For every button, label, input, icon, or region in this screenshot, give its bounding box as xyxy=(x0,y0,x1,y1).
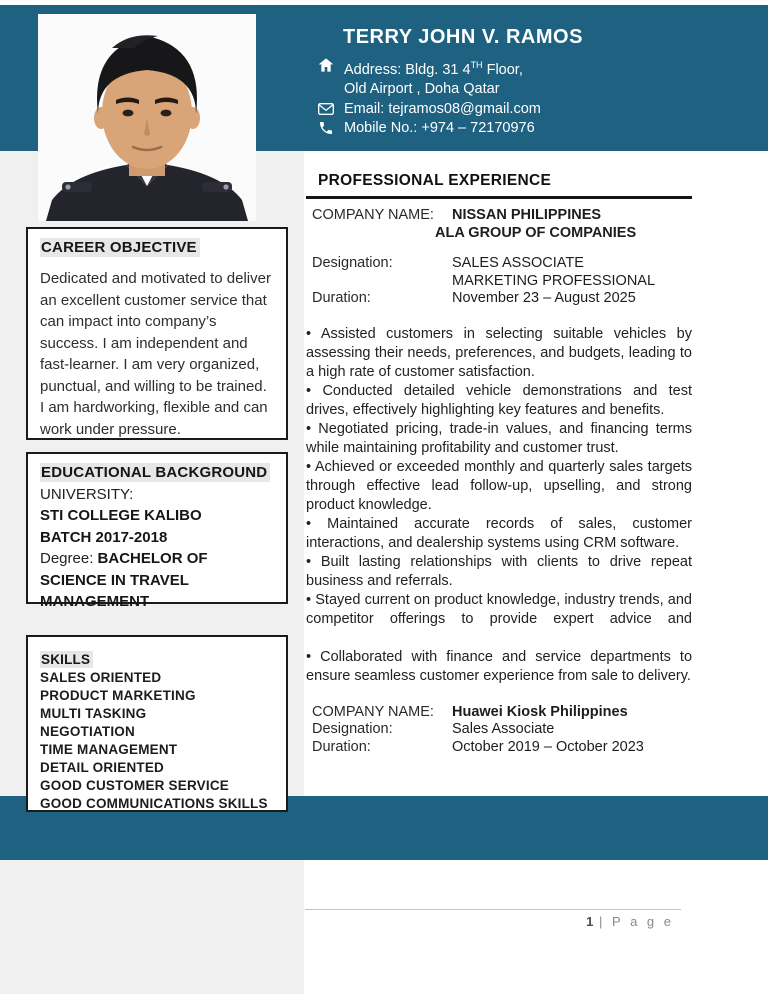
skill-item: TIME MANAGEMENT xyxy=(40,742,178,757)
page-number: 1 | P a g e xyxy=(586,914,674,929)
address-row xyxy=(316,56,541,80)
skill-item: PRODUCT MARKETING xyxy=(40,688,196,703)
footer-divider xyxy=(305,909,681,910)
experience-bullet: • Conducted detailed vehicle demonstrations and test drives, effectively highlighting key features and benefits. xyxy=(306,382,692,420)
address-row-2 xyxy=(316,80,541,100)
university-name: STI COLLEGE KALIBO xyxy=(40,507,202,524)
education-heading: EDUCATIONAL BACKGROUND xyxy=(40,463,270,482)
address-line1: Address: Bldg. 31 4TH Floor, xyxy=(344,60,523,78)
skill-item: MULTI TASKING xyxy=(40,706,147,721)
job1-bullet-list xyxy=(306,325,692,686)
experience-bullet: • Negotiated pricing, trade-in values, and financing terms while maintaining profitability and customer trust. xyxy=(306,420,692,458)
bottom-left-gray-area xyxy=(0,860,304,994)
person-name: TERRY JOHN V. RAMOS xyxy=(343,26,583,48)
company-label: COMPANY NAME: xyxy=(312,207,434,223)
portrait-photo-illustration xyxy=(38,14,256,221)
degree-line: Degree: BACHELOR OF SCIENCE IN TRAVEL MANAGEMENT xyxy=(40,550,208,610)
home-icon xyxy=(316,57,336,73)
experience-bullet: • Maintained accurate records of sales, customer interactions, and dealership systems using CRM software. xyxy=(306,515,692,553)
skill-item: SALES ORIENTED xyxy=(40,670,162,685)
designation-label: Designation: xyxy=(312,721,393,737)
experience-bullet: • Stayed current on product knowledge, industry trends, and competitor offerings to provide expert advice and xyxy=(306,591,692,629)
skill-item: NEGOTIATION xyxy=(40,724,135,739)
career-objective-section xyxy=(26,227,288,440)
experience-bullet: • Assisted customers in selecting suitable vehicles by assessing their needs, preferences, and budgets, leading to a high rate of customer satisfaction. xyxy=(306,325,692,382)
education-section xyxy=(26,452,288,610)
email-text: Email: tejramos08@gmail.com xyxy=(344,100,541,117)
email-row xyxy=(316,100,541,120)
job2-designation-row xyxy=(306,721,692,739)
batch-years: BATCH 2017-2018 xyxy=(40,528,168,546)
portrait-photo xyxy=(38,14,256,221)
job1-designation: SALES ASSOCIATE MARKETING PROFESSIONAL xyxy=(452,255,656,289)
experience-heading: PROFESSIONAL EXPERIENCE xyxy=(306,172,692,199)
duration-label: Duration: xyxy=(312,738,371,755)
career-objective-body: Dedicated and motivated to deliver an excellent customer service that can impact into company’s success. I am independent and fast-learner. I am very organized, punctual, and willing to be trained. I am hardworking, flexible and can work under pressure. xyxy=(40,270,271,438)
company-label: COMPANY NAME: xyxy=(312,703,434,720)
university-label: UNIVERSITY: xyxy=(40,485,134,503)
skills-section xyxy=(26,635,288,812)
experience-bullet: • Built lasting relationships with clients to drive repeat business and referrals. xyxy=(306,553,692,591)
skill-item: GOOD CUSTOMER SERVICE xyxy=(40,778,229,793)
duration-label: Duration: xyxy=(312,290,371,306)
job1-company-row xyxy=(306,207,692,242)
career-objective-heading: CAREER OBJECTIVE xyxy=(40,238,200,257)
email-icon xyxy=(316,101,336,117)
mobile-row xyxy=(316,119,541,139)
skills-heading: SKILLS xyxy=(40,651,93,668)
job1-designation-row xyxy=(306,255,692,290)
skill-item: GOOD COMMUNICATIONS SKILLS xyxy=(40,796,268,811)
job2-duration-row xyxy=(306,739,692,757)
experience-bullet: • Achieved or exceeded monthly and quarterly sales targets through effective lead follow-up, upselling, and strong product knowledge. xyxy=(306,458,692,515)
job2-duration: October 2019 – October 2023 xyxy=(452,738,644,755)
skill-item: DETAIL ORIENTED xyxy=(40,760,165,775)
mobile-text: Mobile No.: +974 – 72170976 xyxy=(344,120,535,137)
experience-bullet: • Collaborated with finance and service departments to ensure seamless customer experience from sale to delivery. xyxy=(306,648,692,686)
experience-section xyxy=(306,172,692,756)
job1-duration: November 23 – August 2025 xyxy=(452,290,636,306)
job2-designation: Sales Associate xyxy=(452,721,555,737)
job1-duration-row xyxy=(306,290,692,308)
job2-company-row xyxy=(306,704,692,722)
phone-icon xyxy=(316,120,336,136)
job2-company-name: Huawei Kiosk Philippines xyxy=(452,703,628,720)
contact-block xyxy=(316,56,541,139)
job1-company-name: NISSAN PHILIPPINES ALA GROUP OF COMPANIES xyxy=(435,207,637,241)
designation-label: Designation: xyxy=(312,255,393,271)
job2-block xyxy=(306,704,692,757)
address-line2: Old Airport , Doha Qatar xyxy=(344,81,500,98)
